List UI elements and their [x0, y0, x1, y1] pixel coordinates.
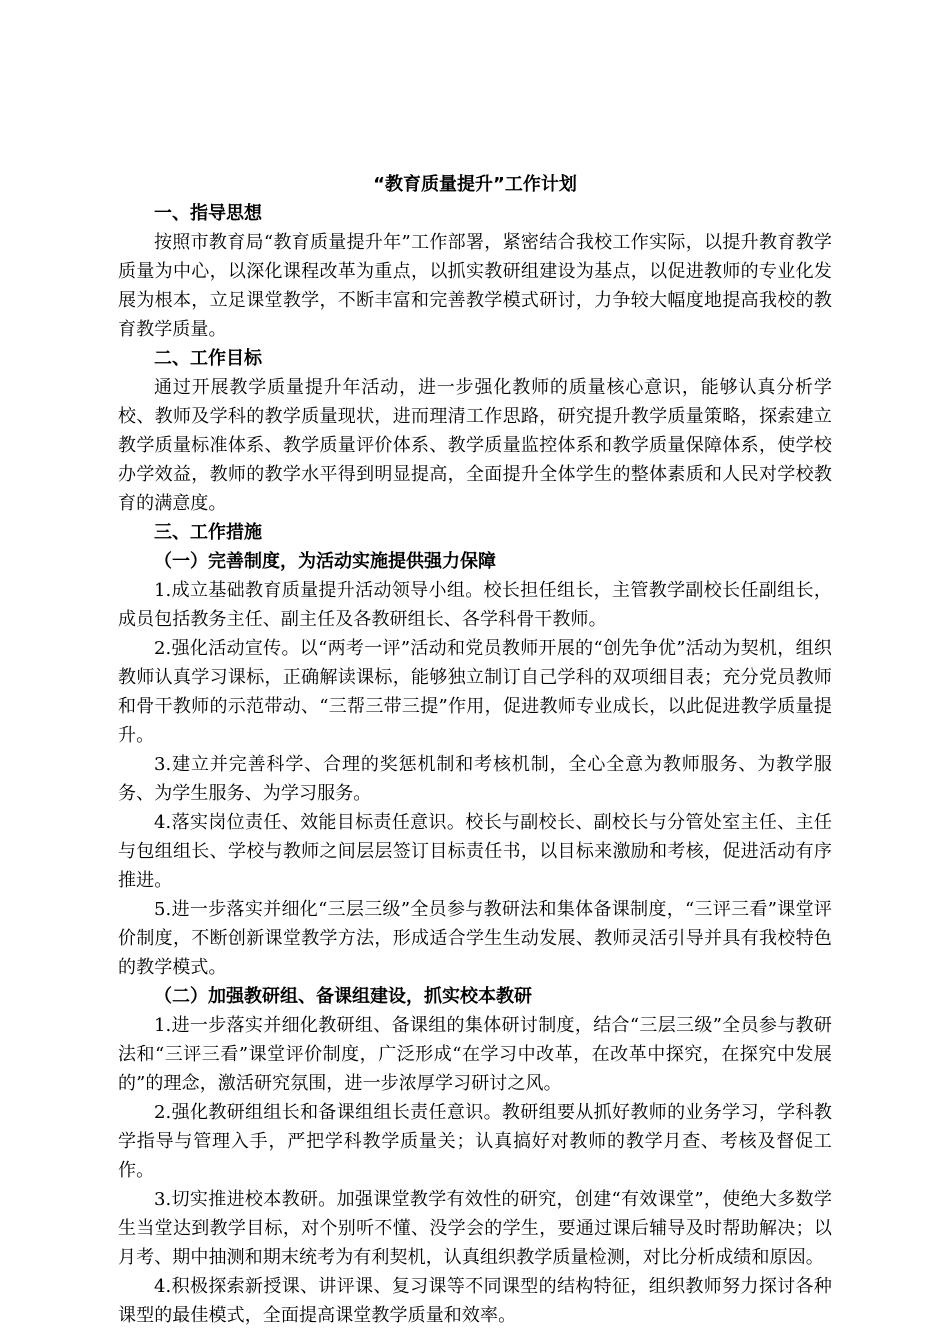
section-heading-work-measures: 三、工作措施: [154, 522, 262, 543]
subsection-heading-improve-system: （一）完善制度，为活动实施提供强力保障: [154, 551, 496, 572]
paragraph: 3.切实推进校本教研。加强课堂教学有效性的研究，创建“有效课堂”，使绝大多数学生当堂达到教学目标，对个别听不懂、没学会的学生，要通过课后辅导及时帮助解决；以月考、期中抽测和期末统考为有利契机，认真组织教学质量检测，对比分析成绩和原因。: [118, 1189, 832, 1268]
paragraph: 4.积极探索新授课、讲评课、复习课等不同课型的结构特征，组织教师努力探讨各种课型的最佳模式，全面提高课堂教学质量和效率。: [118, 1276, 832, 1326]
paragraph: 1.成立基础教育质量提升活动领导小组。校长担任组长，主管教学副校长任副组长，成员包括教务主任、副主任及各教研组长、各学科骨干教师。: [118, 580, 832, 630]
paragraph: 按照市教育局“教育质量提升年”工作部署，紧密结合我校工作实际，以提升教育教学质量为中心，以深化课程改革为重点，以抓实教研组建设为基点，以促进教师的专业化发展为根本，立足课堂教学，不断丰富和完善教学模式研讨，力争较大幅度地提高我校的教育教学质量。: [118, 232, 832, 340]
document-page: [118, 170, 832, 1330]
paragraph: 3.建立并完善科学、合理的奖惩机制和考核机制，全心全意为教师服务、为教学服务、为学生服务、为学习服务。: [118, 754, 832, 804]
paragraph: 通过开展教学质量提升年活动，进一步强化教师的质量核心意识，能够认真分析学校、教师及学科的教学质量现状，进而理清工作思路，研究提升教学质量策略，探索建立教学质量标准体系、教学质量评价体系、教学质量监控体系和教学质量保障体系，使学校办学效益，教师的教学水平得到明显提高，全面提升全体学生的整体素质和人民对学校教育的满意度。: [118, 377, 832, 514]
subsection-heading-teaching-research: （二）加强教研组、备课组建设，抓实校本教研: [154, 986, 532, 1007]
paragraph: 4.落实岗位责任、效能目标责任意识。校长与副校长、副校长与分管处室主任、主任与包组组长、学校与教师之间层层签订目标责任书，以目标来激励和考核，促进活动有序推进。: [118, 812, 832, 891]
paragraph: 2.强化教研组组长和备课组组长责任意识。教研组要从抓好教师的业务学习，学科教学指导与管理入手，严把学科教学质量关；认真搞好对教师的教学月查、考核及督促工作。: [118, 1102, 832, 1181]
section-heading-work-goals: 二、工作目标: [154, 348, 262, 369]
paragraph: 1.进一步落实并细化教研组、备课组的集体研讨制度，结合“三层三级”全员参与教研法和“三评三看”课堂评价制度，广泛形成“在学习中改革，在改革中探究，在探究中发展的”的理念，激活研究氛围，进一步浓厚学习研讨之风。: [118, 1015, 832, 1094]
document-title: “教育质量提升”工作计划: [373, 174, 577, 195]
paragraph: 5.进一步落实并细化“三层三级”全员参与教研法和集体备课制度，“三评三看”课堂评价制度，不断创新课堂教学方法，形成适合学生生动发展、教师灵活引导并具有我校特色的教学模式。: [118, 899, 832, 978]
section-heading-guiding-ideology: 一、指导思想: [154, 203, 262, 224]
paragraph: 2.强化活动宣传。以“两考一评”活动和党员教师开展的“创先争优”活动为契机，组织教师认真学习课标，正确解读课标，能够独立制订自己学科的双项细目表；充分党员教师和骨干教师的示范带动、“三帮三带三提”作用，促进教师专业成长，以此促进教学质量提升。: [118, 638, 832, 746]
